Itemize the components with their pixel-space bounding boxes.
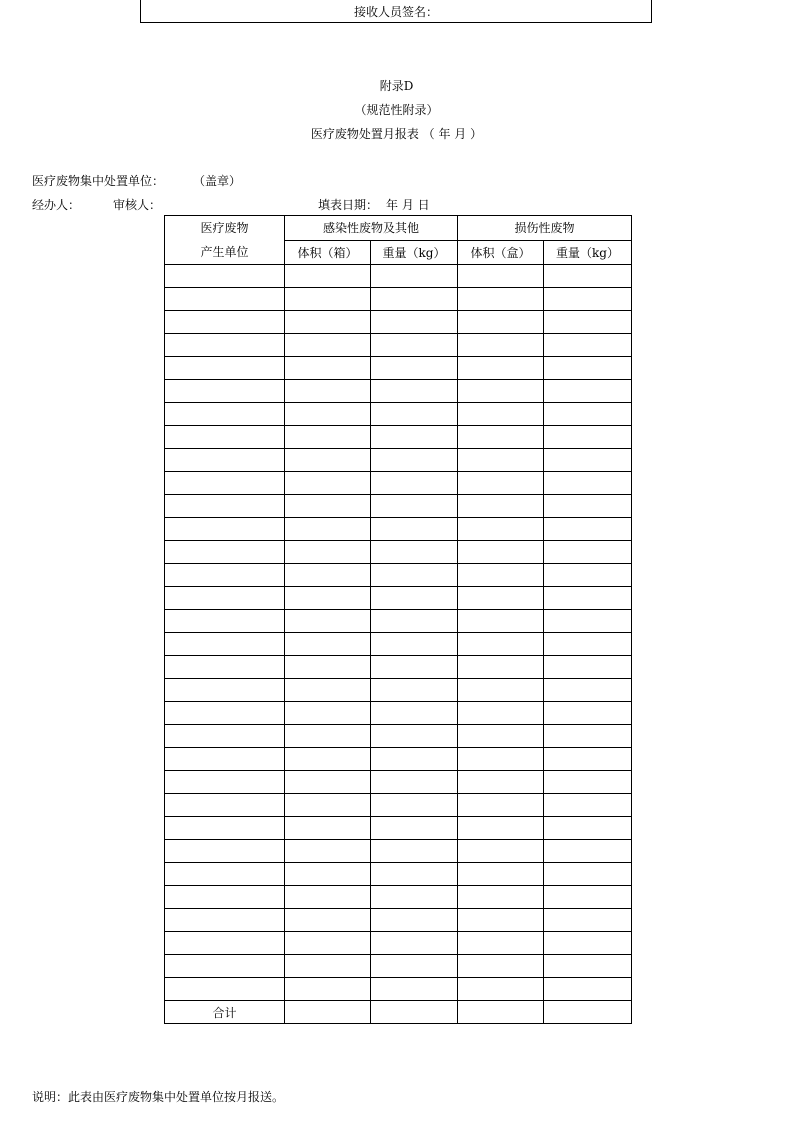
table-cell bbox=[371, 679, 458, 702]
table-row bbox=[165, 472, 632, 495]
table-cell bbox=[458, 633, 544, 656]
table-cell bbox=[285, 863, 371, 886]
table-cell bbox=[285, 587, 371, 610]
table-cell bbox=[458, 932, 544, 955]
table-cell bbox=[544, 817, 632, 840]
table-cell bbox=[165, 610, 285, 633]
table-cell bbox=[544, 541, 632, 564]
table-cell bbox=[285, 909, 371, 932]
table-cell bbox=[371, 357, 458, 380]
table-cell bbox=[285, 449, 371, 472]
header-volume-box: 体积（箱） bbox=[285, 240, 371, 265]
table-cell bbox=[458, 357, 544, 380]
table-cell bbox=[165, 909, 285, 932]
table-row bbox=[165, 656, 632, 679]
table-cell bbox=[285, 357, 371, 380]
table-cell bbox=[285, 288, 371, 311]
table-header-row-1 bbox=[165, 216, 632, 241]
table-cell bbox=[544, 472, 632, 495]
table-cell bbox=[371, 909, 458, 932]
table-cell bbox=[458, 1001, 544, 1024]
table-row bbox=[165, 909, 632, 932]
table-cell bbox=[371, 955, 458, 978]
table-cell bbox=[371, 794, 458, 817]
table-cell bbox=[371, 702, 458, 725]
seal-label: （盖章） bbox=[193, 174, 242, 188]
table-row bbox=[165, 403, 632, 426]
table-cell bbox=[285, 403, 371, 426]
table-cell bbox=[165, 403, 285, 426]
table-row bbox=[165, 794, 632, 817]
header-waste-source-line2: 产生单位 bbox=[200, 245, 249, 259]
header-weight-kg-infectious: 重量（kg） bbox=[371, 240, 458, 265]
table-cell bbox=[458, 610, 544, 633]
table-cell bbox=[285, 380, 371, 403]
table-cell bbox=[544, 495, 632, 518]
table-cell bbox=[458, 311, 544, 334]
table-row bbox=[165, 840, 632, 863]
table-row bbox=[165, 495, 632, 518]
table-cell bbox=[371, 978, 458, 1001]
table-row bbox=[165, 702, 632, 725]
table-cell bbox=[285, 656, 371, 679]
table-cell bbox=[458, 748, 544, 771]
table-cell bbox=[458, 449, 544, 472]
table-row bbox=[165, 725, 632, 748]
table-cell bbox=[285, 679, 371, 702]
table-cell bbox=[165, 748, 285, 771]
table-cell bbox=[544, 587, 632, 610]
table-cell bbox=[544, 771, 632, 794]
table-cell bbox=[165, 311, 285, 334]
table-cell bbox=[544, 840, 632, 863]
table-cell bbox=[458, 817, 544, 840]
table-row bbox=[165, 771, 632, 794]
table-cell bbox=[544, 656, 632, 679]
table-cell bbox=[165, 840, 285, 863]
table-cell bbox=[165, 380, 285, 403]
table-cell bbox=[458, 794, 544, 817]
table-cell bbox=[544, 357, 632, 380]
table-cell bbox=[544, 564, 632, 587]
table-row bbox=[165, 541, 632, 564]
table-cell bbox=[165, 656, 285, 679]
table-cell bbox=[165, 449, 285, 472]
table-row bbox=[165, 978, 632, 1001]
receiver-signature-label: 接收人员签名： bbox=[353, 5, 438, 19]
header-volume-case: 体积（盒） bbox=[458, 240, 544, 265]
appendix-title: 附录D bbox=[379, 79, 414, 93]
table-row bbox=[165, 357, 632, 380]
table-cell bbox=[544, 1001, 632, 1024]
table-cell bbox=[165, 288, 285, 311]
table-cell bbox=[544, 978, 632, 1001]
table-cell bbox=[165, 334, 285, 357]
table-cell bbox=[544, 610, 632, 633]
table-cell bbox=[165, 679, 285, 702]
table-cell bbox=[458, 541, 544, 564]
table-row bbox=[165, 265, 632, 288]
table-cell bbox=[285, 794, 371, 817]
table-row bbox=[165, 955, 632, 978]
table-cell bbox=[285, 334, 371, 357]
table-cell bbox=[458, 909, 544, 932]
table-cell bbox=[165, 955, 285, 978]
table-cell bbox=[544, 679, 632, 702]
table-row bbox=[165, 633, 632, 656]
table-row bbox=[165, 587, 632, 610]
table-row bbox=[165, 518, 632, 541]
table-total-row bbox=[165, 1001, 632, 1024]
table-cell bbox=[165, 541, 285, 564]
table-cell bbox=[285, 771, 371, 794]
table-cell bbox=[544, 863, 632, 886]
table-cell bbox=[544, 403, 632, 426]
table-cell bbox=[544, 518, 632, 541]
table-cell bbox=[544, 288, 632, 311]
table-row bbox=[165, 748, 632, 771]
table-cell bbox=[458, 978, 544, 1001]
table-cell bbox=[285, 748, 371, 771]
table-cell bbox=[165, 357, 285, 380]
table-cell bbox=[544, 748, 632, 771]
table-row bbox=[165, 380, 632, 403]
table-cell bbox=[544, 334, 632, 357]
table-cell bbox=[371, 840, 458, 863]
table-row bbox=[165, 311, 632, 334]
table-cell bbox=[285, 426, 371, 449]
table-cell bbox=[165, 426, 285, 449]
table-cell bbox=[371, 403, 458, 426]
table-cell bbox=[285, 311, 371, 334]
table-cell bbox=[544, 932, 632, 955]
reviewer-label: 审核人： bbox=[113, 198, 162, 212]
table-cell bbox=[371, 541, 458, 564]
table-cell bbox=[544, 702, 632, 725]
table-cell bbox=[371, 863, 458, 886]
table-cell bbox=[371, 472, 458, 495]
table-row bbox=[165, 863, 632, 886]
table-cell bbox=[371, 518, 458, 541]
table-cell bbox=[458, 518, 544, 541]
table-cell bbox=[285, 1001, 371, 1024]
table-row bbox=[165, 449, 632, 472]
receiver-signature-box bbox=[140, 0, 652, 23]
header-waste-source-line1: 医疗废物 bbox=[200, 221, 249, 235]
table-cell bbox=[371, 587, 458, 610]
table-cell bbox=[371, 334, 458, 357]
report-title: 医疗废物处置月报表 （ 年 月 ） bbox=[310, 127, 483, 141]
table-cell bbox=[165, 702, 285, 725]
table-cell bbox=[458, 265, 544, 288]
total-label: 合计 bbox=[165, 1001, 285, 1024]
table-row bbox=[165, 679, 632, 702]
table-cell bbox=[544, 725, 632, 748]
table-cell bbox=[458, 679, 544, 702]
header-sharps-waste: 损伤性废物 bbox=[458, 216, 632, 241]
table-cell bbox=[544, 955, 632, 978]
table-cell bbox=[458, 334, 544, 357]
table-cell bbox=[285, 725, 371, 748]
table-cell bbox=[285, 633, 371, 656]
table-cell bbox=[165, 886, 285, 909]
table-cell bbox=[544, 449, 632, 472]
table-cell bbox=[285, 886, 371, 909]
table-cell bbox=[371, 311, 458, 334]
table-cell bbox=[371, 288, 458, 311]
table-cell bbox=[285, 265, 371, 288]
table-row bbox=[165, 426, 632, 449]
table-cell bbox=[165, 564, 285, 587]
table-cell bbox=[371, 1001, 458, 1024]
table-cell bbox=[285, 564, 371, 587]
fill-date-value: 年 月 日 bbox=[386, 198, 430, 212]
table-cell bbox=[371, 771, 458, 794]
table-cell bbox=[285, 472, 371, 495]
table-cell bbox=[458, 955, 544, 978]
table-cell bbox=[458, 403, 544, 426]
table-cell bbox=[165, 725, 285, 748]
table-cell bbox=[371, 564, 458, 587]
table-cell bbox=[458, 426, 544, 449]
table-row bbox=[165, 334, 632, 357]
appendix-type: （规范性附录） bbox=[354, 103, 439, 117]
table-cell bbox=[458, 702, 544, 725]
table-cell bbox=[165, 817, 285, 840]
table-cell bbox=[285, 541, 371, 564]
table-cell bbox=[544, 909, 632, 932]
table-cell bbox=[458, 656, 544, 679]
table-cell bbox=[371, 449, 458, 472]
table-row bbox=[165, 564, 632, 587]
table-cell bbox=[165, 472, 285, 495]
table-cell bbox=[458, 380, 544, 403]
table-cell bbox=[285, 978, 371, 1001]
table-cell bbox=[544, 886, 632, 909]
header-infectious-waste: 感染性废物及其他 bbox=[285, 216, 458, 241]
table-cell bbox=[458, 863, 544, 886]
table-cell bbox=[544, 426, 632, 449]
table-cell bbox=[458, 472, 544, 495]
table-cell bbox=[165, 863, 285, 886]
disposal-unit-label: 医疗废物集中处置单位： bbox=[32, 174, 165, 188]
table-cell bbox=[371, 380, 458, 403]
footer-note: 说明：此表由医疗废物集中处置单位按月报送。 bbox=[32, 1090, 285, 1104]
table-cell bbox=[544, 633, 632, 656]
table-cell bbox=[544, 380, 632, 403]
table-cell bbox=[285, 518, 371, 541]
table-cell bbox=[165, 587, 285, 610]
table-cell bbox=[371, 265, 458, 288]
table-cell bbox=[458, 495, 544, 518]
monthly-report-table bbox=[164, 215, 632, 1024]
table-cell bbox=[371, 610, 458, 633]
handler-label: 经办人： bbox=[32, 198, 81, 212]
table-cell bbox=[285, 955, 371, 978]
table-cell bbox=[371, 932, 458, 955]
table-row bbox=[165, 932, 632, 955]
table-cell bbox=[458, 840, 544, 863]
table-cell bbox=[458, 725, 544, 748]
table-cell bbox=[371, 426, 458, 449]
table-cell bbox=[165, 932, 285, 955]
fill-date-label: 填表日期： bbox=[318, 198, 379, 212]
header-waste-source-unit bbox=[165, 216, 285, 265]
table-row bbox=[165, 288, 632, 311]
table-cell bbox=[165, 265, 285, 288]
table-row bbox=[165, 817, 632, 840]
table-cell bbox=[371, 886, 458, 909]
table-cell bbox=[458, 771, 544, 794]
table-cell bbox=[544, 265, 632, 288]
table-row bbox=[165, 886, 632, 909]
table-cell bbox=[458, 288, 544, 311]
table-cell bbox=[285, 840, 371, 863]
table-cell bbox=[371, 495, 458, 518]
table-row bbox=[165, 610, 632, 633]
table-cell bbox=[544, 794, 632, 817]
table-cell bbox=[165, 794, 285, 817]
table-cell bbox=[285, 932, 371, 955]
table-cell bbox=[285, 610, 371, 633]
table-cell bbox=[371, 748, 458, 771]
table-cell bbox=[285, 817, 371, 840]
table-cell bbox=[285, 702, 371, 725]
header-weight-kg-sharps: 重量（kg） bbox=[544, 240, 632, 265]
table-cell bbox=[285, 495, 371, 518]
table-cell bbox=[165, 495, 285, 518]
table-cell bbox=[371, 656, 458, 679]
table-cell bbox=[371, 817, 458, 840]
table-cell bbox=[458, 886, 544, 909]
table-cell bbox=[165, 978, 285, 1001]
table-cell bbox=[544, 311, 632, 334]
table-cell bbox=[458, 564, 544, 587]
table-cell bbox=[458, 587, 544, 610]
table-cell bbox=[165, 633, 285, 656]
table-cell bbox=[165, 518, 285, 541]
table-cell bbox=[371, 633, 458, 656]
table-cell bbox=[165, 771, 285, 794]
table-cell bbox=[371, 725, 458, 748]
